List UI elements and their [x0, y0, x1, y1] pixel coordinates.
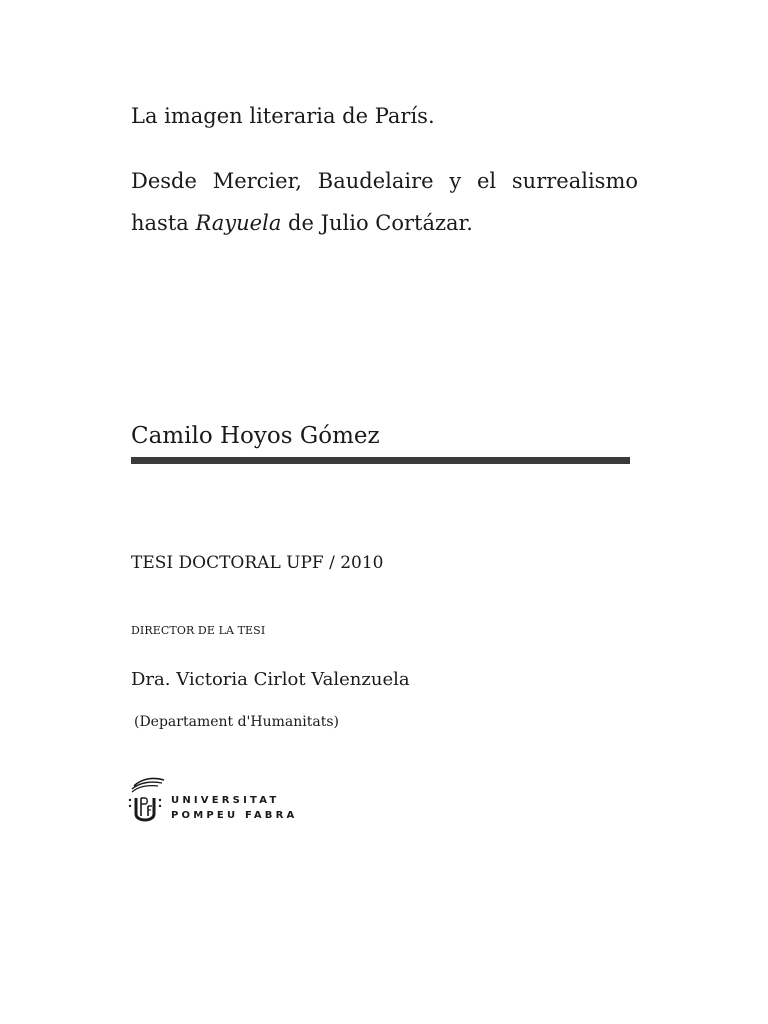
- thesis-label: TESI DOCTORAL UPF / 2010: [131, 553, 384, 573]
- document-title: La imagen literaria de París.: [131, 104, 435, 128]
- logo-pompeu-fabra-text: POMPEU FABRA: [171, 810, 298, 821]
- department-name: (Departament d'Humanitats): [134, 714, 339, 730]
- document-subtitle: [131, 160, 638, 244]
- upf-logo-icon: [126, 776, 166, 828]
- author-name: Camilo Hoyos Gómez: [131, 423, 380, 449]
- university-logo: [126, 776, 306, 828]
- subtitle-text: Desde Mercier, Baudelaire y el surrealismo hasta: [131, 169, 638, 235]
- subtitle-text-end: de Julio Cortázar.: [281, 211, 473, 235]
- director-name: Dra. Victoria Cirlot Valenzuela: [131, 669, 410, 690]
- logo-university-text: UNIVERSITAT: [171, 795, 280, 806]
- subtitle-italic-title: Rayuela: [195, 211, 282, 235]
- director-label: DIRECTOR DE LA TESI: [131, 624, 266, 637]
- divider-rule: [131, 457, 630, 464]
